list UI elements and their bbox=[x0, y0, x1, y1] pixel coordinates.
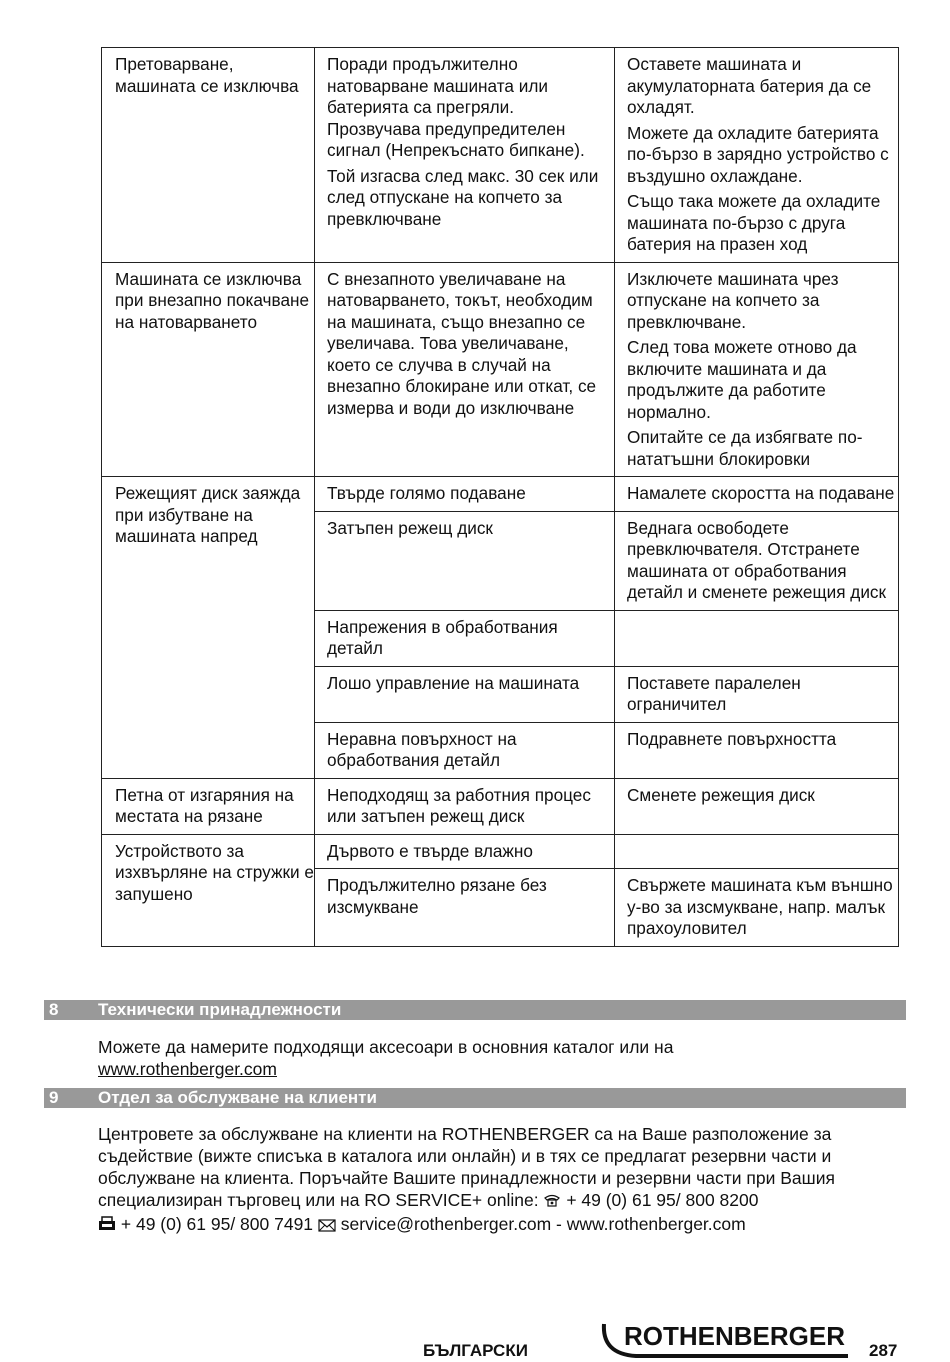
table-row bbox=[101, 47, 899, 262]
table-subrow bbox=[315, 779, 898, 834]
remedy-text: Поставете паралелен ограничител bbox=[627, 672, 801, 714]
remedy-text: Свържете машината към външно у-во за изсмукване, напр. малък прахоуловител bbox=[627, 875, 893, 938]
logo-text: ROTHENBERGER bbox=[624, 1321, 846, 1351]
remedy-text: Също така можете да охладите машината по-бързо с друга батерия на празен ход bbox=[627, 191, 881, 254]
cause-remedy-group bbox=[315, 835, 898, 946]
cause-text: Твърде голямо подаване bbox=[327, 483, 526, 503]
remedy-text: Оставете машината и акумулаторната батерия да се охладят. bbox=[627, 54, 872, 117]
table-subrow bbox=[315, 666, 898, 722]
cause-remedy-group bbox=[315, 48, 898, 262]
cause-cell bbox=[315, 512, 615, 610]
remedy-text: Подравнете повърхността bbox=[627, 728, 837, 749]
cause-cell bbox=[315, 667, 615, 722]
cause-cell bbox=[315, 779, 615, 834]
remedy-cell bbox=[615, 723, 898, 778]
remedy-text: Веднага освободете превключвателя. Отстранете машината от обработвания детайл и сменете режещия диск bbox=[627, 517, 887, 602]
table-subrow bbox=[315, 263, 898, 477]
footer-language: БЪЛГАРСКИ bbox=[423, 1341, 528, 1360]
remedy-cell bbox=[615, 48, 898, 262]
remedy-text: Можете да охладите батерията по-бързо в зарядно устройство с въздушно охлаждане. bbox=[627, 122, 889, 186]
website-link[interactable]: www.rothenberger.com bbox=[566, 1214, 746, 1234]
cause-text: Неподходящ за работния процес или затъпен режещ диск bbox=[327, 784, 591, 826]
remedy-text: Опитайте се да избягвате по-нататъшни блокировки bbox=[627, 427, 863, 469]
cause-text: С внезапното увеличаване на натоварването, токът, необходим на машината, също внезапно се увеличава. Това увеличаване, което се случва в случай на внезапно блокиране или откат, се измерва и води до изключване bbox=[327, 268, 597, 418]
cause-text: Поради продължително натоварване машината или батерията са прегряли. Прозвучава предупредителен сигнал (Непрекъснато бипкане). bbox=[327, 54, 585, 160]
remedy-cell bbox=[615, 835, 898, 869]
problem-cell: Машината се изключва при внезапно покачване на натоварването bbox=[102, 263, 315, 477]
cause-cell bbox=[315, 869, 615, 946]
cause-cell bbox=[315, 611, 615, 666]
fax-icon bbox=[98, 1215, 116, 1237]
section-9-body bbox=[98, 1123, 898, 1237]
separator: - bbox=[556, 1214, 562, 1234]
table-row bbox=[101, 476, 899, 778]
remedy-cell bbox=[615, 667, 898, 722]
remedy-text: След това можете отново да включите машината и да продължите да работите нормално. bbox=[627, 337, 857, 422]
phone-icon bbox=[543, 1191, 561, 1213]
cause-text: Той изгасва след макс. 30 сек или след отпускане на копчето за превключване bbox=[327, 165, 599, 229]
remedy-cell bbox=[615, 779, 898, 834]
email-address[interactable]: service@rothenberger.com bbox=[340, 1214, 552, 1234]
rothenberger-logo bbox=[600, 1320, 852, 1360]
table-row bbox=[101, 262, 899, 477]
cause-text: Затъпен режещ диск bbox=[327, 517, 493, 538]
remedy-cell bbox=[615, 477, 898, 511]
cause-cell bbox=[315, 477, 615, 511]
remedy-cell bbox=[615, 512, 898, 610]
table-subrow bbox=[315, 868, 898, 946]
cause-cell bbox=[315, 263, 615, 477]
section-9-number: 9 bbox=[49, 1088, 59, 1107]
remedy-cell bbox=[615, 869, 898, 946]
section-9-title: Отдел за обслужване на клиенти bbox=[98, 1088, 377, 1107]
cause-text: Продължително рязане без изсмукване bbox=[327, 875, 547, 917]
section-8-header bbox=[44, 1000, 906, 1020]
table-subrow bbox=[315, 722, 898, 778]
cause-text: Лошо управление на машината bbox=[327, 672, 580, 693]
phone-number: + 49 (0) 61 95/ 800 8200 bbox=[566, 1190, 759, 1210]
remedy-text: Намалете скоростта на подаване bbox=[627, 483, 895, 503]
section-8-title: Технически принадлежности bbox=[98, 1000, 342, 1019]
cause-cell bbox=[315, 835, 615, 869]
table-subrow bbox=[315, 48, 898, 262]
troubleshooting-table bbox=[101, 47, 899, 947]
cause-remedy-group bbox=[315, 779, 898, 834]
table-subrow bbox=[315, 511, 898, 610]
table-subrow bbox=[315, 835, 898, 869]
remedy-text: Сменете режещия диск bbox=[627, 784, 815, 805]
envelope-icon bbox=[318, 1215, 336, 1237]
table-subrow bbox=[315, 610, 898, 666]
section-8-number: 8 bbox=[49, 1000, 59, 1019]
cause-cell bbox=[315, 48, 615, 262]
table-row bbox=[101, 778, 899, 834]
problem-cell: Устройството за изхвърляне на стружки е запушено bbox=[102, 835, 315, 946]
section-9-text: Центровете за обслужване на клиенти на ROTHENBERGER са на Ваше разположение за съдействие (вижте списъка в каталога или онлайн) и в тях се предлагат резервни части и обслужване на клиента. Поръчайте Вашите принадлежности и резервни части при Вашия специализиран търговец или на RO SERVICE+ online: bbox=[98, 1124, 835, 1210]
problem-cell: Претоварване, машината се изключва bbox=[102, 48, 315, 262]
table-row bbox=[101, 834, 899, 947]
cause-remedy-group bbox=[315, 263, 898, 477]
cause-text: Напрежения в обработвания детайл bbox=[327, 616, 558, 658]
cause-text: Неравна повърхност на обработвания детайл bbox=[327, 728, 517, 770]
remedy-cell bbox=[615, 263, 898, 477]
cause-cell bbox=[315, 723, 615, 778]
page-number: 287 bbox=[869, 1341, 898, 1360]
problem-cell: Петна от изгаряния на местата на рязане bbox=[102, 779, 315, 834]
section-8-text: Можете да намерите подходящи аксесоари в основния каталог или на bbox=[98, 1037, 674, 1057]
section-9-header bbox=[44, 1088, 906, 1108]
cause-remedy-group bbox=[315, 477, 898, 778]
cause-text: Дървото е твърде влажно bbox=[327, 840, 533, 861]
table-subrow bbox=[315, 477, 898, 511]
remedy-cell bbox=[615, 611, 898, 666]
remedy-text: Изключете машината чрез отпускане на копчето за превключване. bbox=[627, 268, 839, 332]
problem-cell: Режещият диск заяжда при избутване на машината напред bbox=[102, 477, 315, 778]
catalog-link[interactable]: www.rothenberger.com bbox=[98, 1059, 277, 1079]
fax-number: + 49 (0) 61 95/ 800 7491 bbox=[120, 1214, 314, 1234]
section-8-body bbox=[98, 1036, 898, 1080]
